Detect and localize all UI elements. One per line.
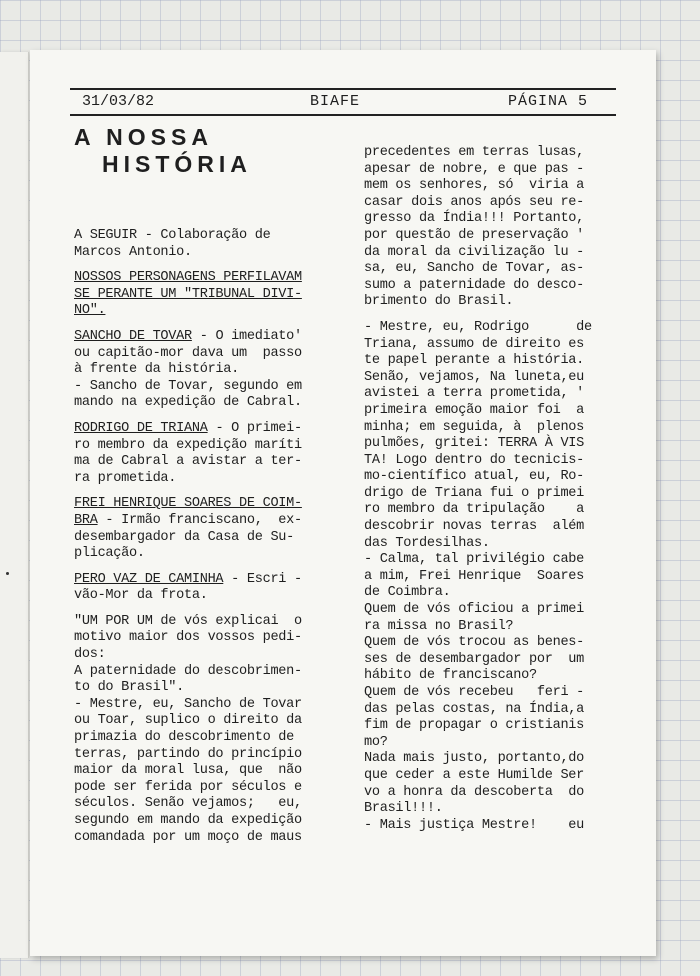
left-column [74, 228, 346, 846]
quote-paragraph: "UM POR UM de vós explicai o motivo maior dos vossos pedi- dos: A paternidade do descobrimen- to do Brasil". [74, 613, 302, 696]
right-column [364, 145, 636, 834]
margin-dot [6, 572, 9, 575]
rodrigo-speech: - Mestre, eu, Rodrigo de Triana, assumo de direito es te papel perante a história. Senão, vejamos, Na luneta,eu avistei a terra prometida, ' primeira emoção maior foi a minha; em seguida, à plenos pulmões, gritei: TERRA À VIS TA! Logo dentro do tecnicis- mo-científico atual, eu, Ro- drigo de Triana fui o primei ro membro da tripulação a descobrir novas terras além das Tordesilhas. [364, 319, 592, 551]
newsletter-page [30, 50, 656, 956]
frei-name: FREI HENRIQUE SOARES DE COIM- BRA [74, 496, 302, 528]
page-header [70, 88, 616, 116]
sancho-description: - O imediato' ou capitão-mor dava um passo à frente da história. - Sancho de Tovar, segundo em mando na expedição de Cabral. [74, 328, 302, 411]
previous-page-edge [0, 52, 29, 958]
sancho-speech: - Mestre, eu, Sancho de Tovar ou Toar, suplico o direito da primazia do descobrimento de terras, partindo do princípio maior da moral lusa, que não pode ser ferida por séculos e séculos. Senão vejamos; eu, segundo em mando da expedição comandada por um moço de maus [74, 696, 302, 845]
article-title [74, 124, 252, 178]
title-line-2: HISTÓRIA [102, 151, 252, 177]
header-page-number: PÁGINA 5 [507, 93, 588, 110]
pero-description: - Escri - vão-Mor da frota. [74, 571, 302, 604]
frei-speech: - Calma, tal privilégio cabe a mim, Frei Henrique Soares de Coimbra. Quem de vós oficiou a primei ra missa no Brasil? Quem de vós trocou as benes- ses de desembargador por um hábito de franciscano? Quem de vós recebeu feri - das pelas costas, na Índia,a fim de propagar o cristianis mo? Nada mais justo, portanto,do que ceder a este Humilde Ser vo a honra da descoberta do Brasil!!!. - Mais justiça Mestre! eu [364, 552, 585, 833]
intro-paragraph: A SEGUIR - Colaboração de Marcos Antonio. [74, 228, 271, 260]
sancho-name: SANCHO DE TOVAR [74, 328, 192, 344]
sancho-paragraph [74, 329, 346, 412]
header-date: 31/03/82 [82, 93, 155, 110]
rodrigo-description: - O primei- ro membro da expedição maríti ma de Cabral a avistar a ter- ra prometida. [74, 420, 302, 486]
rodrigo-paragraph [74, 421, 346, 487]
title-line-1: A NOSSA [74, 124, 213, 150]
pero-paragraph [74, 572, 346, 605]
frei-paragraph [74, 496, 346, 562]
rodrigo-name: RODRIGO DE TRIANA [74, 420, 208, 436]
pero-name: PERO VAZ DE CAMINHA [74, 571, 224, 587]
personagens-paragraph: NOSSOS PERSONAGENS PERFILAVAM SE PERANTE UM "TRIBUNAL DIVI- NO". [74, 270, 302, 319]
header-publication: BIAFE [310, 93, 361, 110]
continuation-paragraph: precedentes em terras lusas, apesar de nobre, e que pas - mem os senhores, só viria a casar dois anos após seu re- gresso da Índia!!! Portanto, por questão de preservação ' da moral da civilização lu - sa, eu, Sancho de Tovar, as- sumo a paternidade do desco- brimento do Brasil. [364, 145, 585, 310]
frei-description: - Irmão franciscano, ex- desembargador da Casa de Su- plicação. [74, 512, 302, 562]
